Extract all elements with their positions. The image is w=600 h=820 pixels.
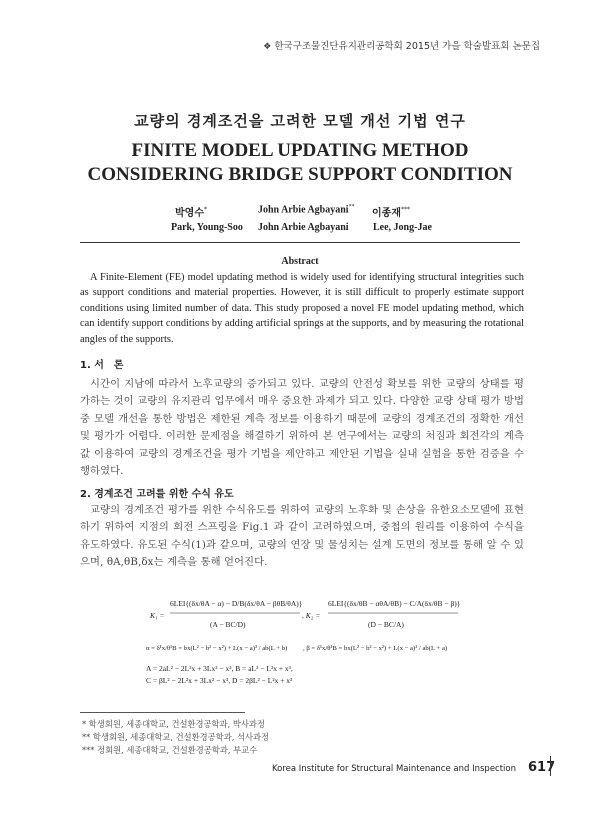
beta-definition: , β = δ¹x/θ¹B = bx(L² − b² − x²) + L(x − a)³ / ab(L + a) [303,645,448,652]
equation-1 [140,595,460,695]
k1-lhs: K₁ = [150,611,165,620]
author-2-ko: John Arbie Agbayani** [258,204,355,216]
header-ornament-icon: ❖ [263,42,272,52]
footnote-2: ** 학생회원, 세종대학교, 건설환경공학과, 석사과정 [82,732,270,742]
section-2-text: 교량의 경계조건 평가를 위한 수식유도를 위하여 교량의 노후화 및 손상을 유한요소모델에 표현하기 위하여 지점의 회전 스프링을 Fig.1 과 같이 고려하였으며, 중첩의 원리를 이용하여 수식을 유도하였다. 유도된 수식(1)과 같으며, 교량의 연장 및 물성치는 설계 도면의 정보를 통해 알 수 있으며, θA,θB,δx는 계측을 통해 얻어진다. [80,504,524,569]
title-divider [80,242,520,243]
section-2-heading: 2. 경계조건 고려를 위한 수식 유도 [80,489,234,500]
coefficients-a-b: A = 2aL² − 2L²x + 3Lx² − x³, B = aL² − L²x + x³, [146,664,293,673]
author-2-en: John Arbie Agbayani [258,222,349,233]
section-1-text: 시간이 지남에 따라서 노후교량의 증가되고 있다. 교량의 안전성 확보를 위한 교량의 상태를 평가하는 것이 교량의 유지관리 업무에서 매우 중요한 과제가 되고 있다. 다양한 교량 상태 평가 방법 중 모델 개선을 통한 방법은 제한된 계측 정보를 이용하기 때문에 교량의 경계조건의 정확한 개선 및 평가가 어렵다. 이러한 문제점을 해결하기 위하여 본 연구에서는 교량의 처짐과 회전각의 계측값 이용하여 교량의 경계조건을 평가 기법을 제안하고 제안된 기법을 실내 실험을 통한 검증을 수행하였다. [80,378,524,478]
author-1-en: Park, Young-Soo [171,222,243,233]
abstract-text: A Finite-Element (FE) model updating method is widely used for identifying structural integrities such as support conditions and material properties. However, it is still difficult to properly estimate support conditions using limited number of data. This study proposed a novel FE model updating method, which can identify support conditions by adding artificial springs at the supports, and by measuring the rotational angles of the supports. [80,272,524,345]
k2-numerator: 6LEI{(δx/θB − αθA/θB) − C/A(δx/θB − β)} [328,599,460,608]
author-3-ko: 이종재*** [372,206,410,219]
k1-numerator: 6LEI{(δx/θA − α) − D/B(δx/θA − βθB/θA)} [170,599,303,608]
footer-divider [550,756,551,776]
header-text: 한국구조물진단유지관리공학회 2015년 가을 학술발표회 논문집 [274,41,540,52]
title-korean: 교량의 경계조건을 고려한 모델 개선 기법 연구 [134,112,466,130]
page-number: 617 [528,760,556,775]
title-english-line2: CONSIDERING BRIDGE SUPPORT CONDITION [87,164,513,185]
title-english-line1: FINITE MODEL UPDATING METHOD [131,140,469,161]
footer-text: Korea Institute for Structural Maintenance and Inspection [272,764,516,774]
footnote-1: * 학생회원, 세종대학교, 건설환경공학과, 박사과정 [82,719,265,729]
alpha-definition: α = δ¹x/θ¹B = bx(L² − b² − x²) + L(x − a)³ / ab(L + b) [146,645,288,652]
abstract-heading: Abstract [281,256,319,267]
coefficients-c-d: C = βL² − 2L²x + 3Lx² − x³, D = 2βL² − L²x + x³ [146,676,293,685]
footnote-divider [80,712,245,713]
footnote-3: *** 정회원, 세종대학교, 건설환경공학과, 부교수 [82,745,258,755]
author-3-en: Lee, Jong-Jae [373,222,432,233]
k2-lhs: , K₂ = [302,611,321,620]
running-header [263,38,540,52]
k1-denominator: (A − BC/D) [210,620,246,629]
section-1-heading: 1. 서 론 [80,360,124,371]
k2-denominator: (D − BC/A) [368,620,404,629]
author-1-ko: 박영수* [175,206,207,219]
